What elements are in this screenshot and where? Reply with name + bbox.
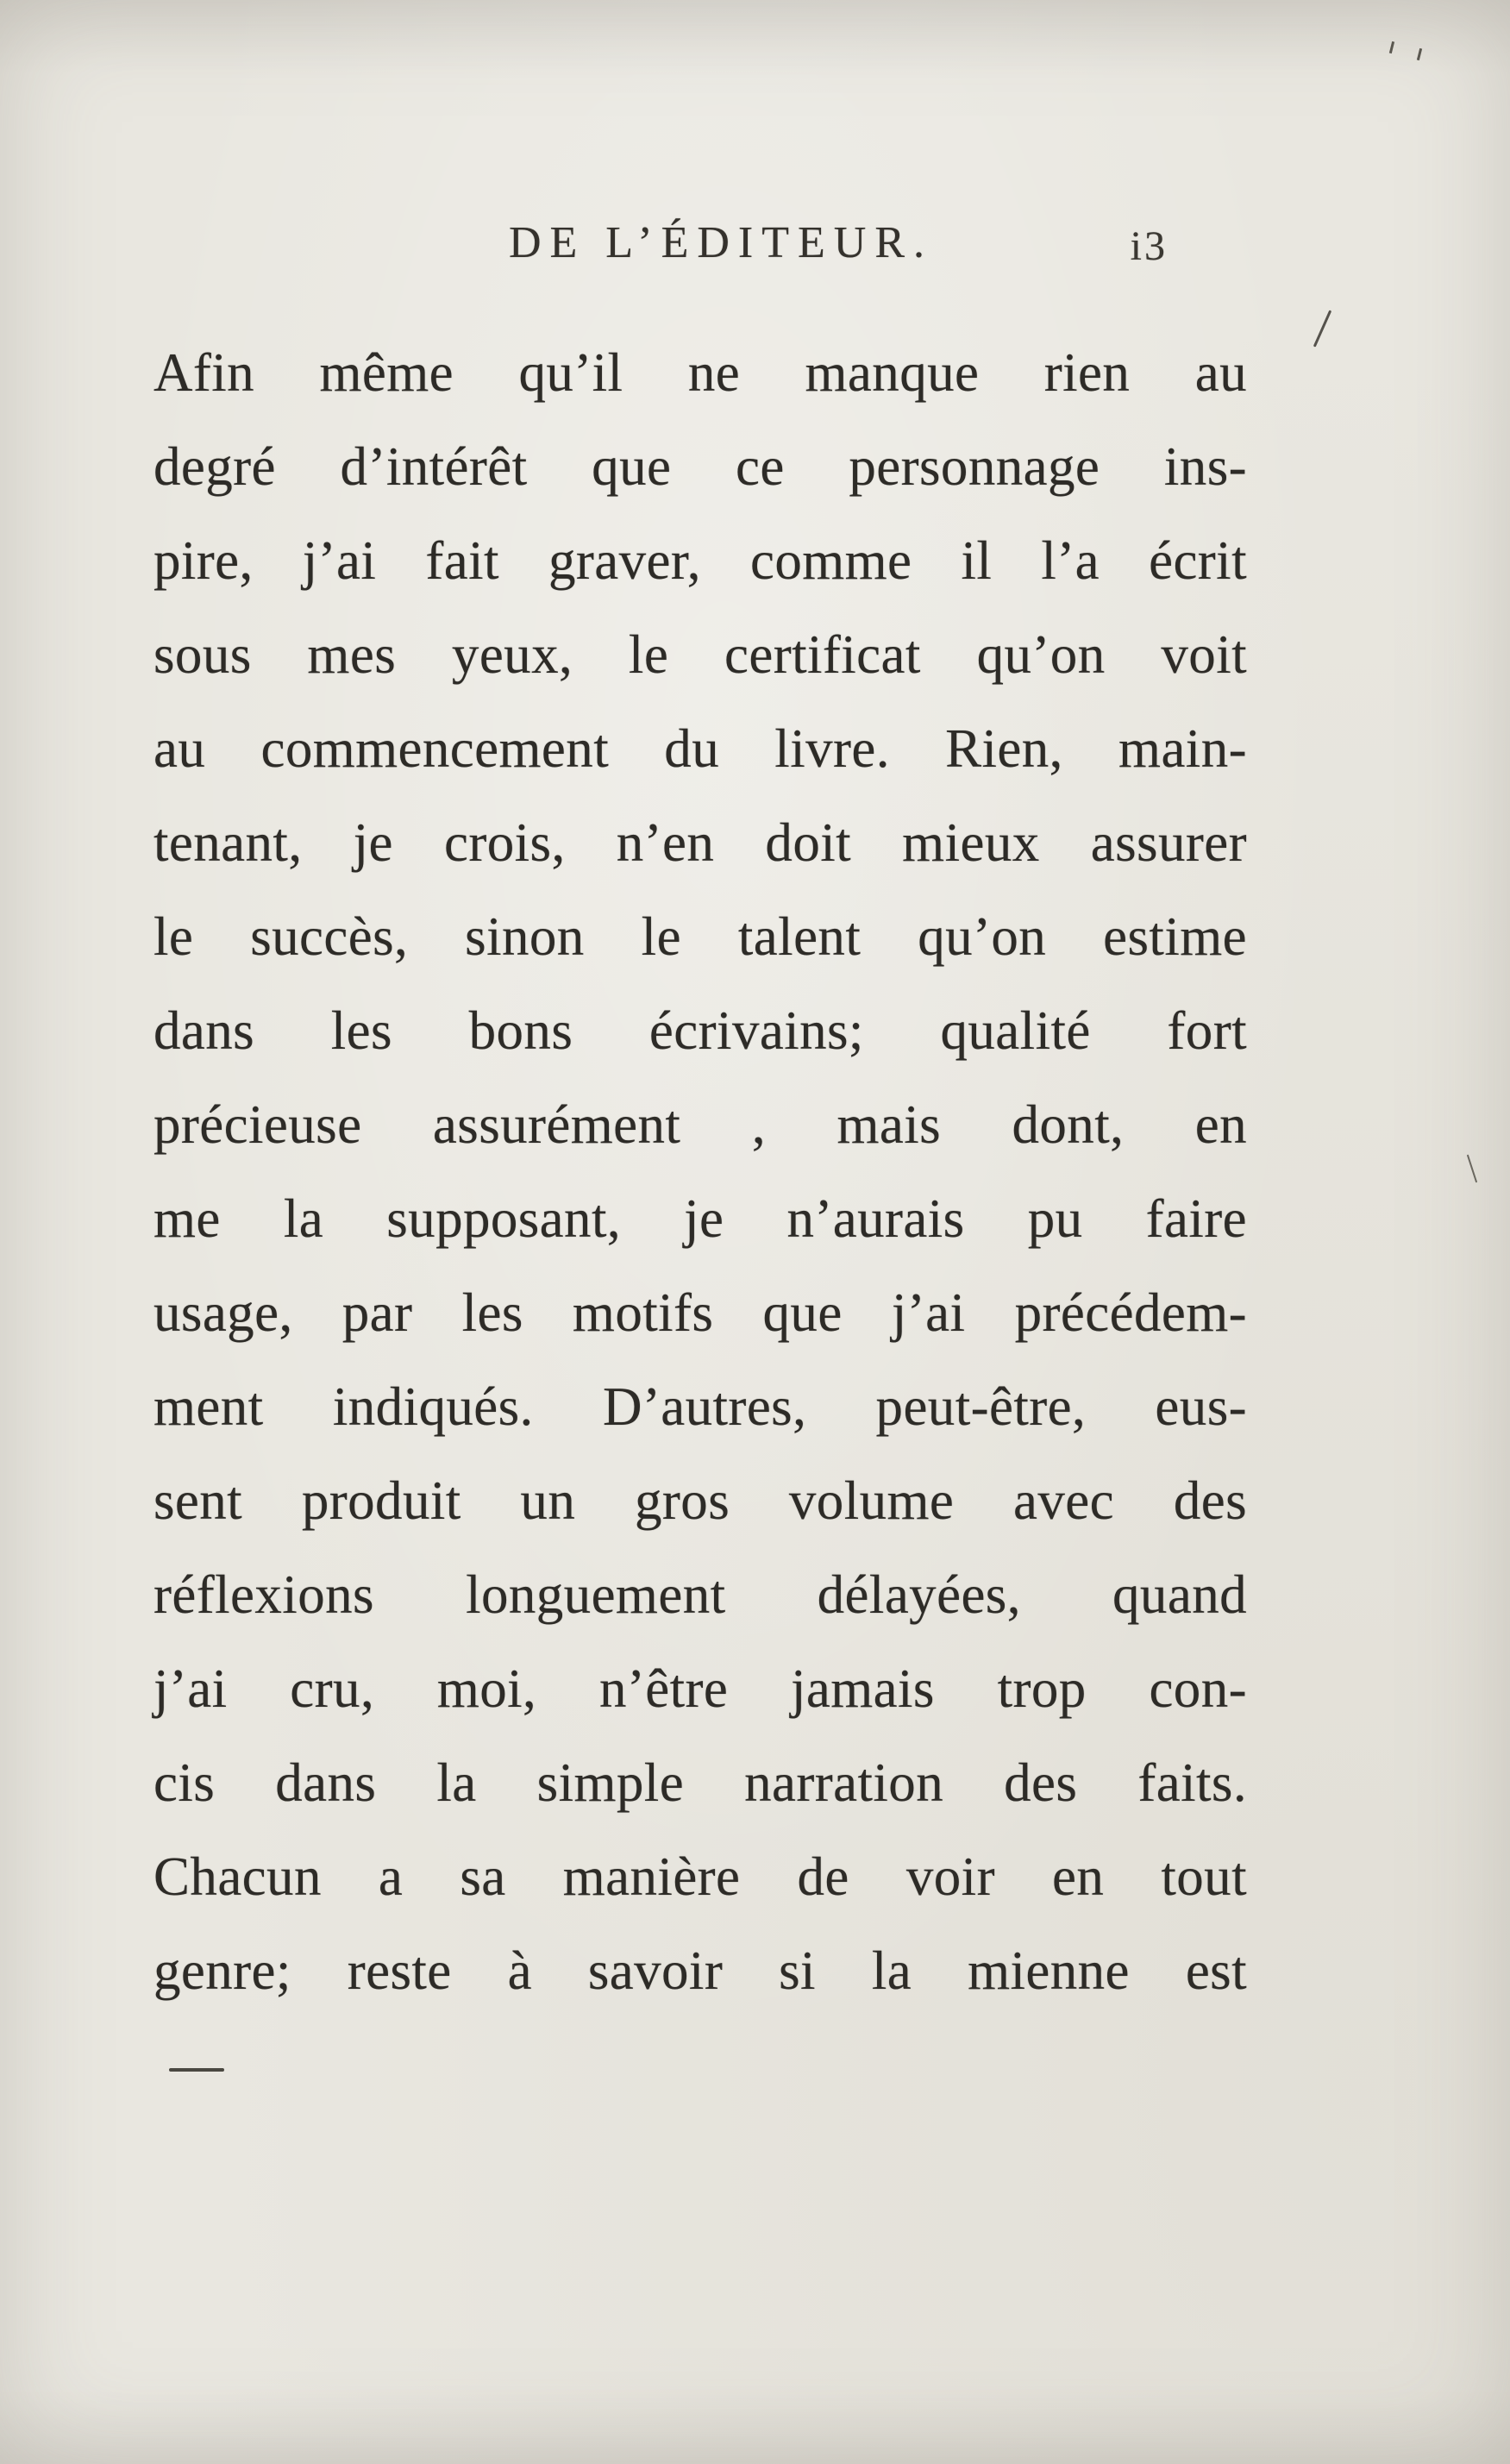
text-line: j’ai cru, moi, n’être jamais trop con- xyxy=(154,1658,1247,1719)
page-header xyxy=(154,217,1247,278)
text-line: degré d’intérêt que ce personnage ins- xyxy=(154,436,1247,497)
paragraph xyxy=(154,326,1247,2018)
text-line: tenant, je crois, n’en doit mieux assurer xyxy=(154,812,1247,873)
text-line: ment indiqués. D’autres, peut-être, eus- xyxy=(154,1376,1247,1437)
text-column xyxy=(154,217,1247,2018)
text-line: réflexions longuement délayées, quand xyxy=(154,1564,1247,1625)
stray-ink-stroke-right-margin xyxy=(1313,310,1331,347)
text-line: au commencement du livre. Rien, main- xyxy=(154,718,1247,779)
text-line: précieuse assurément , mais dont, en xyxy=(154,1094,1247,1155)
text-line: genre; reste à savoir si la mienne est xyxy=(154,1940,1247,2001)
stray-ink-slash-right-margin xyxy=(1467,1155,1477,1183)
running-title: DE L’ÉDITEUR. xyxy=(508,218,934,267)
text-line: usage, par les motifs que j’ai précédem- xyxy=(154,1282,1247,1343)
text-line: Chacun a sa manière de voir en tout xyxy=(154,1846,1247,1907)
text-line: dans les bons écrivains; qualité fort xyxy=(154,1000,1247,1061)
text-line: me la supposant, je n’aurais pu faire xyxy=(154,1188,1247,1249)
text-line: Afin même qu’il ne manque rien au xyxy=(154,342,1247,403)
text-line: le succès, sinon le talent qu’on estime xyxy=(154,906,1247,967)
text-line: cis dans la simple narration des faits. xyxy=(154,1752,1247,1813)
page-number: i3 xyxy=(1130,223,1168,269)
text-line: sent produit un gros volume avec des xyxy=(154,1470,1247,1531)
stray-ink-dash-below-paragraph xyxy=(169,2068,224,2072)
stray-ink-marks-top-right-corner xyxy=(1389,41,1422,60)
text-line: pire, j’ai fait graver, comme il l’a écrit xyxy=(154,530,1247,591)
text-line: sous mes yeux, le certificat qu’on voit xyxy=(154,624,1247,685)
